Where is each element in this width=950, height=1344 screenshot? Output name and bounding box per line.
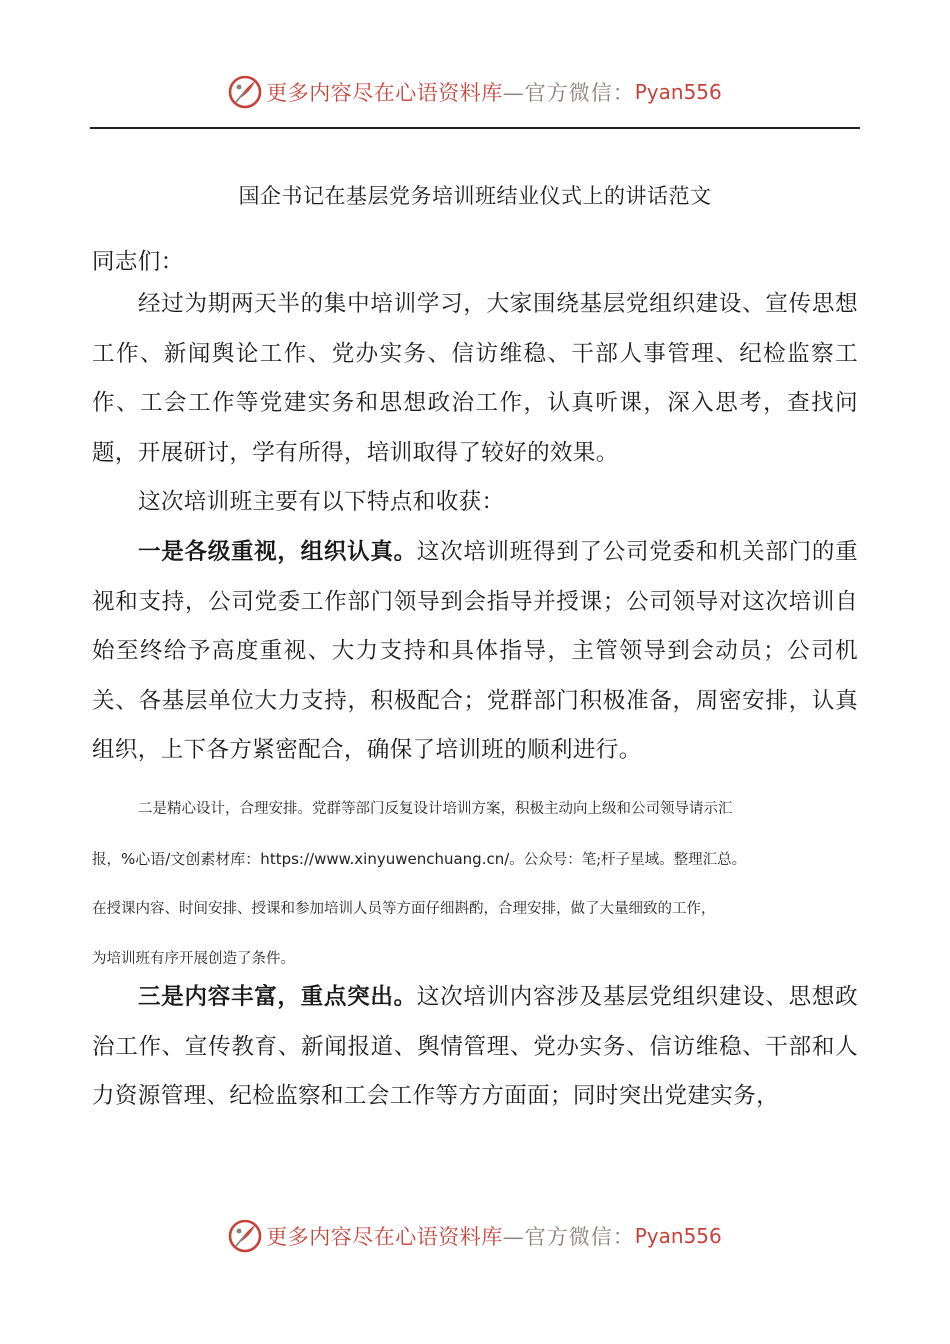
paragraph-3 <box>92 528 858 776</box>
document-title: 国企书记在基层党务培训班结业仪式上的讲话范文 <box>238 184 712 208</box>
quill-circle-logo-icon <box>228 75 262 109</box>
footer-banner-wechat-id: Pyan556 <box>634 1224 722 1248</box>
paragraph-1: 经过为期两天半的集中培训学习，大家围绕基层党组织建设、宣传思想工作、新闻舆论工作、党办实务、信访维稳、干部人事管理、纪检监察工作、工会工作等党建实务和思想政治工作，认真听课，深入思考，查找问题，开展研讨，学有所得，培训取得了较好的效果。 <box>92 291 858 466</box>
banner-wechat-id: Pyan556 <box>634 80 722 104</box>
header-banner <box>0 72 950 112</box>
paragraph-3-body: 这次培训班得到了公司党委和机关部门的重视和支持，公司党委工作部门领导到会指导并授课；公司领导对这次培训自始至终给予高度重视、大力支持和具体指导，主管领导到会动员；公司机关、各基层单位大力支持，积极配合；党群部门积极准备，周密安排，认真组织，上下各方紧密配合，确保了培训班的顺利进行。 <box>92 539 858 763</box>
paragraph-5-body: 这次培训内容涉及基层党组织建设、思想政治工作、宣传教育、新闻报道、舆情管理、党办实务、信访维稳、干部和人力资源管理、纪检监察和工会工作等方方面面；同时突出党建实务， <box>92 984 858 1109</box>
footer-banner-text-gray: —官方微信： <box>502 1225 635 1249</box>
paragraph-4-line-4: 为培训班有序开展创造了条件。 <box>92 950 295 967</box>
footer-banner <box>0 1216 950 1256</box>
paragraph-3-lead: 一是各级重视，组织认真。 <box>138 539 417 565</box>
greeting: 同志们： <box>92 249 184 275</box>
footer-banner-text-red: 更多内容尽在心语资料库 <box>266 1225 503 1249</box>
quill-circle-logo-icon <box>228 1219 262 1253</box>
header-divider <box>90 127 860 129</box>
paragraph-5-lead: 三是内容丰富，重点突出。 <box>138 984 417 1010</box>
source-link[interactable]: %心语/文创素材库：https://www.xinyuwenchuang.cn/ <box>121 849 510 868</box>
paragraph-4-line-1: 二是精心设计，合理安排。党群等部门反复设计培训方案，积极主动向上级和公司领导请示汇 <box>138 801 733 817</box>
paragraph-5 <box>92 973 858 1122</box>
paragraph-4-line-2: 报，%心语/文创素材库：https://www.xinyuwenchuang.cn/。公众号：笔;杆子星域。整理汇总。 <box>92 849 747 868</box>
paragraph-2: 这次培训班主要有以下特点和收获： <box>138 489 505 515</box>
paragraph-4-line-3: 在授课内容、时间安排、授课和参加培训人员等方面仔细斟酌，合理安排，做了大量细致的工作， <box>92 901 716 917</box>
banner-text-red: 更多内容尽在心语资料库 <box>266 81 503 105</box>
banner-text-gray: —官方微信： <box>502 81 635 105</box>
paragraph-4 <box>92 785 858 984</box>
